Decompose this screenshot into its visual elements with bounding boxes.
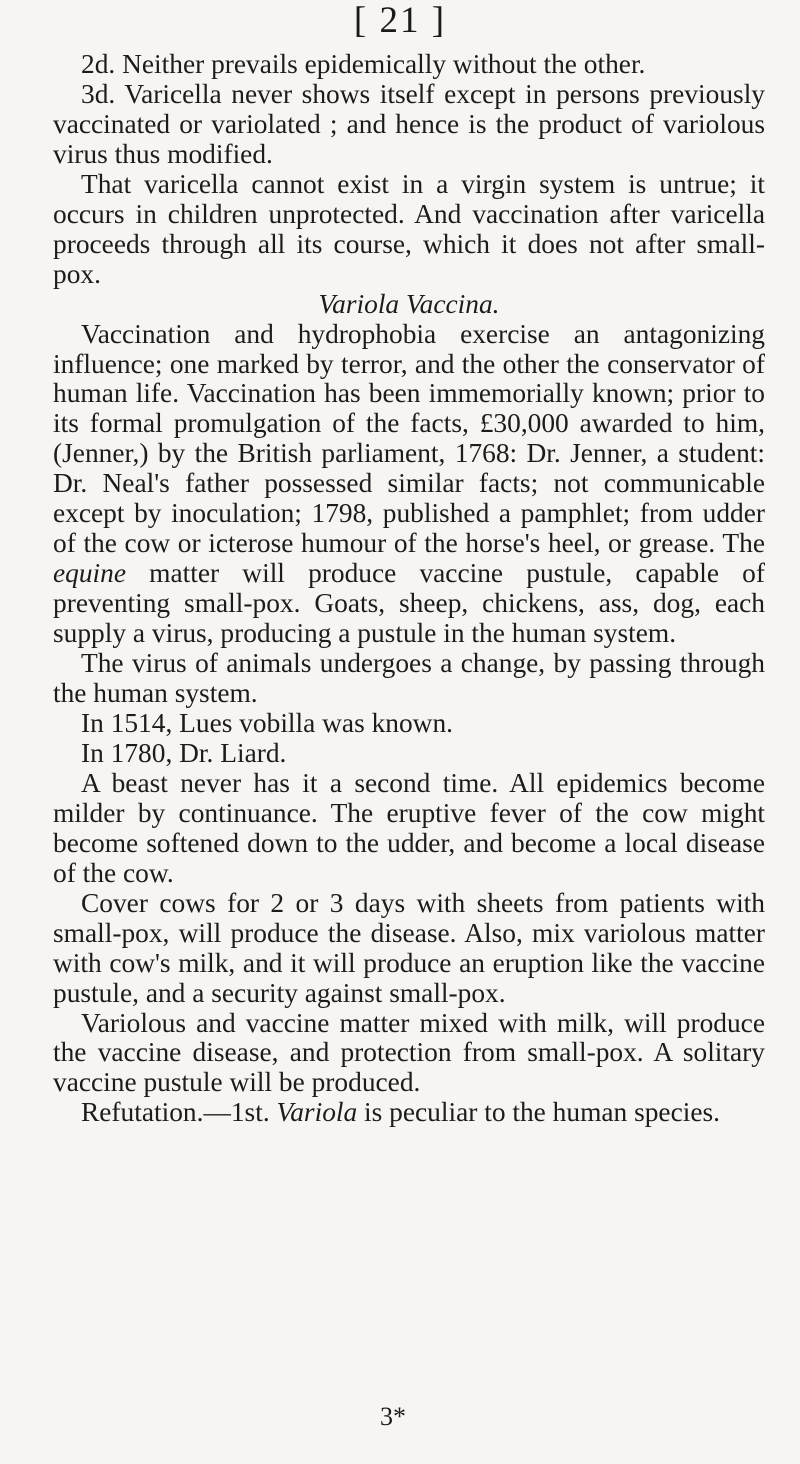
body-text [53,50,765,1128]
paragraph-vaccination [53,320,765,649]
signature-mark: 3* [380,1402,406,1431]
refutation-label: Refutation.—1st. [81,1097,270,1128]
italic-term: Variola [276,1097,358,1128]
paragraph: 3d. Varicella never shows itself except in persons previously vaccinated or variolated ; and hence is the product of variolous virus thus modified. [53,78,765,169]
italic-term: equine [53,558,127,589]
paragraph: That varicella cannot exist in a virgin system is untrue; it occurs in children unprotected. And vaccination after varicella proceeds through all its course, which it does not after small-pox. [53,168,765,289]
paragraph-refutation [53,1098,765,1128]
paragraph: A beast never has it a second time. All epidemics become milder by continuance. The eruptive fever of the cow might become softened down to the udder, and become a local disease of the cow. [53,767,765,888]
paragraph: In 1780, Dr. Liard. [81,737,287,768]
paragraph-text: Vaccination and hydrophobia exercise an antagonizing influence; one marked by terror, and the other the conservator of human life. Vaccination has been immemorially known; prior to its formal promulgation of the facts, £30,000 awarded to him, (Jenner,) by the British parliament, 1768: Dr. Jenner, a student: Dr. Neal's father possessed similar facts; not communicable except by inoculation; 1798, published a pamphlet; from udder of the cow or icterose humour of the horse's heel, or grease. The [53,318,765,559]
paragraph-text: matter will produce vaccine pustule, capable of preventing small-pox. Goats, sheep, chickens, ass, dog, each supply a virus, producing a pustule in the human system. [53,558,765,649]
paragraph: 2d. Neither prevails epidemically without the other. [81,49,646,79]
paragraph: Variolous and vaccine matter mixed with milk, will produce the vaccine disease, and protection from small-pox. A solitary vaccine pustule will be produced. [53,1007,765,1098]
section-heading: Variola Vaccina. [318,288,500,319]
paragraph: Cover cows for 2 or 3 days with sheets from patients with small-pox, will produce the disease. Also, mix variolous matter with cow's milk, and it will produce an eruption like the vaccine pustule, and a security against small-pox. [53,887,765,1008]
paragraph: In 1514, Lues vobilla was known. [81,707,454,738]
page-number: [ 21 ] [353,0,447,41]
paragraph-text: is peculiar to the human species. [357,1097,721,1128]
paragraph: The virus of animals undergoes a change, by passing through the human system. [53,648,765,709]
